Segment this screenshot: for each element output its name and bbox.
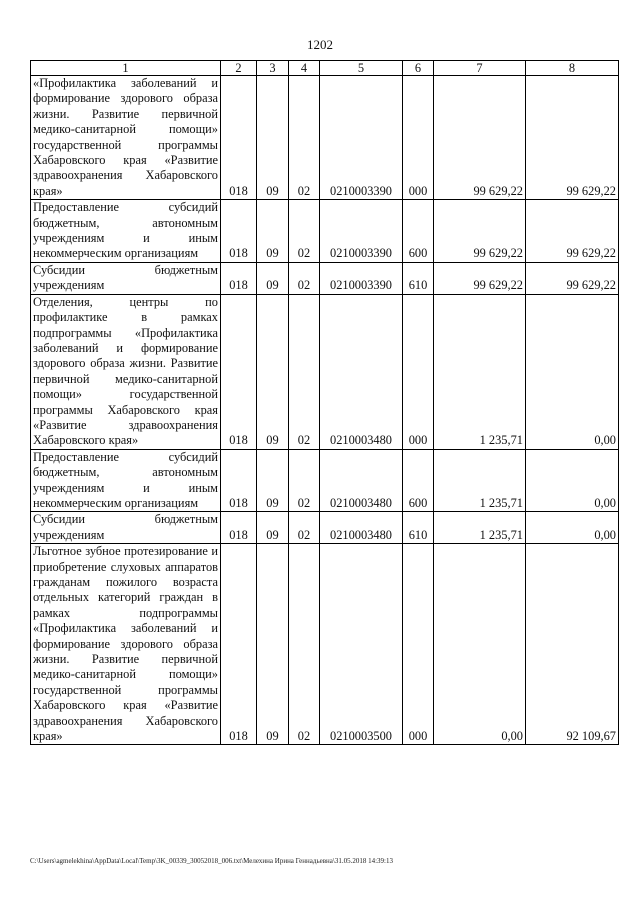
amount-col-7: 99 629,22 bbox=[434, 200, 526, 263]
target-article-code: 0210003480 bbox=[320, 449, 403, 512]
table-row bbox=[31, 76, 619, 200]
row-description: «Профилактика заболеваний и формирование здорового образа жизни. Развитие первичной медико-санитарной помощи» государственной программы Хабаровского края «Развитие здравоохранения Хабаровского края» bbox=[31, 76, 221, 200]
header-col-1: 1 bbox=[31, 61, 221, 76]
ministry-code: 018 bbox=[221, 294, 257, 449]
amount-col-8: 0,00 bbox=[526, 449, 619, 512]
expense-type-code: 600 bbox=[403, 200, 434, 263]
ministry-code: 018 bbox=[221, 449, 257, 512]
subsection-code: 02 bbox=[289, 512, 320, 544]
ministry-code: 018 bbox=[221, 544, 257, 745]
target-article-code: 0210003480 bbox=[320, 294, 403, 449]
target-article-code: 0210003390 bbox=[320, 76, 403, 200]
target-article-code: 0210003500 bbox=[320, 544, 403, 745]
row-description: Субсидии бюджетным учреждениям bbox=[31, 262, 221, 294]
subsection-code: 02 bbox=[289, 200, 320, 263]
row-description: Предоставление субсидий бюджетным, автономным учреждениям и иным некоммерческим организациям bbox=[31, 200, 221, 263]
header-col-5: 5 bbox=[320, 61, 403, 76]
amount-col-8: 92 109,67 bbox=[526, 544, 619, 745]
amount-col-7: 1 235,71 bbox=[434, 512, 526, 544]
expense-type-code: 610 bbox=[403, 262, 434, 294]
amount-col-8: 0,00 bbox=[526, 294, 619, 449]
section-code: 09 bbox=[257, 512, 289, 544]
row-description: Отделения, центры по профилактике в рамках подпрограммы «Профилактика заболеваний и формирование здорового образа жизни. Развитие первичной медико-санитарной помощи» государственной программы Хабаровского края «Развитие здравоохранения Хабаровского края» bbox=[31, 294, 221, 449]
amount-col-8: 99 629,22 bbox=[526, 76, 619, 200]
amount-col-7: 99 629,22 bbox=[434, 262, 526, 294]
section-code: 09 bbox=[257, 449, 289, 512]
expense-type-code: 610 bbox=[403, 512, 434, 544]
ministry-code: 018 bbox=[221, 200, 257, 263]
header-col-6: 6 bbox=[403, 61, 434, 76]
subsection-code: 02 bbox=[289, 544, 320, 745]
section-code: 09 bbox=[257, 294, 289, 449]
table-header-row bbox=[31, 61, 619, 76]
table-row bbox=[31, 449, 619, 512]
row-description: Предоставление субсидий бюджетным, автономным учреждениям и иным некоммерческим организациям bbox=[31, 449, 221, 512]
file-path-footer: C:\Users\agmelekhina\AppData\Local\Temp\3K_00339_30052018_006.txt\Мелехина Ирина Геннадьевна\31.05.2018 14:39:13 bbox=[30, 857, 393, 865]
amount-col-7: 1 235,71 bbox=[434, 294, 526, 449]
amount-col-7: 99 629,22 bbox=[434, 76, 526, 200]
table-row bbox=[31, 544, 619, 745]
ministry-code: 018 bbox=[221, 262, 257, 294]
header-col-2: 2 bbox=[221, 61, 257, 76]
budget-table bbox=[30, 60, 619, 745]
header-col-3: 3 bbox=[257, 61, 289, 76]
subsection-code: 02 bbox=[289, 294, 320, 449]
section-code: 09 bbox=[257, 262, 289, 294]
table-row bbox=[31, 200, 619, 263]
amount-col-7: 0,00 bbox=[434, 544, 526, 745]
target-article-code: 0210003480 bbox=[320, 512, 403, 544]
page-number: 1202 bbox=[307, 37, 333, 52]
section-code: 09 bbox=[257, 544, 289, 745]
header-col-7: 7 bbox=[434, 61, 526, 76]
table-row bbox=[31, 294, 619, 449]
expense-type-code: 000 bbox=[403, 76, 434, 200]
target-article-code: 0210003390 bbox=[320, 262, 403, 294]
amount-col-8: 99 629,22 bbox=[526, 262, 619, 294]
section-code: 09 bbox=[257, 76, 289, 200]
table-row bbox=[31, 262, 619, 294]
target-article-code: 0210003390 bbox=[320, 200, 403, 263]
row-description: Льготное зубное протезирование и приобретение слуховых аппаратов гражданам пожилого возраста отдельных категорий граждан в рамках подпрограммы «Профилактика заболеваний и формирование здорового образа жизни. Развитие первичной медико-санитарной помощи» государственной программы Хабаровского края «Развитие здравоохранения Хабаровского края» bbox=[31, 544, 221, 745]
amount-col-7: 1 235,71 bbox=[434, 449, 526, 512]
ministry-code: 018 bbox=[221, 512, 257, 544]
header-col-8: 8 bbox=[526, 61, 619, 76]
amount-col-8: 99 629,22 bbox=[526, 200, 619, 263]
row-description: Субсидии бюджетным учреждениям bbox=[31, 512, 221, 544]
subsection-code: 02 bbox=[289, 76, 320, 200]
expense-type-code: 000 bbox=[403, 544, 434, 745]
header-col-4: 4 bbox=[289, 61, 320, 76]
table-row bbox=[31, 512, 619, 544]
expense-type-code: 600 bbox=[403, 449, 434, 512]
amount-col-8: 0,00 bbox=[526, 512, 619, 544]
ministry-code: 018 bbox=[221, 76, 257, 200]
expense-type-code: 000 bbox=[403, 294, 434, 449]
section-code: 09 bbox=[257, 200, 289, 263]
subsection-code: 02 bbox=[289, 262, 320, 294]
subsection-code: 02 bbox=[289, 449, 320, 512]
